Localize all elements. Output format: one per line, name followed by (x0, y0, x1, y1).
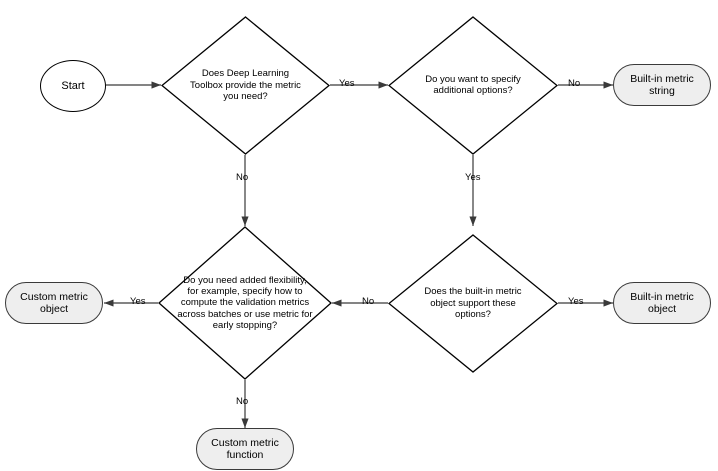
node-decision-1-label: Does Deep Learning Toolbox provide the metric you need? (190, 68, 301, 103)
node-decision-4-label: Do you need added flexibility, for example, specify how to compute the validation metrics across batches or use metric for early stopping? (177, 274, 313, 332)
node-decision-specify-additional-options[interactable] (388, 16, 558, 155)
edge-label-d2-yes: Yes (465, 172, 481, 183)
node-decision-3-label: Does the built-in metric object support these options? (424, 286, 522, 321)
node-custom-metric-object[interactable] (5, 282, 103, 324)
node-terminal-1-label: Built-in metric string (630, 72, 694, 97)
node-decision-object-supports-options[interactable] (388, 234, 558, 373)
node-terminal-2-label: Built-in metric object (630, 290, 694, 315)
node-decision-need-added-flexibility[interactable] (158, 226, 332, 380)
edge-label-d3-no: No (362, 296, 375, 307)
node-decision-2-label: Do you want to specify additional options? (425, 74, 521, 97)
node-terminal-3-label: Custom metric object (20, 290, 88, 315)
edge-label-d3-yes: Yes (568, 296, 584, 307)
node-start-label: Start (61, 79, 85, 92)
edge-label-d2-no: No (568, 78, 581, 89)
node-decision-toolbox-provides-metric[interactable] (161, 16, 330, 155)
edge-label-d1-yes: Yes (339, 78, 355, 89)
edge-label-d4-no: No (236, 396, 249, 407)
node-terminal-4-label: Custom metric function (211, 436, 279, 461)
node-start[interactable] (40, 60, 106, 112)
node-builtin-metric-object[interactable] (613, 282, 711, 324)
node-builtin-metric-string[interactable] (613, 64, 711, 106)
edge-label-d4-yes: Yes (130, 296, 146, 307)
edge-label-d1-no: No (236, 172, 249, 183)
node-custom-metric-function[interactable] (196, 428, 294, 470)
